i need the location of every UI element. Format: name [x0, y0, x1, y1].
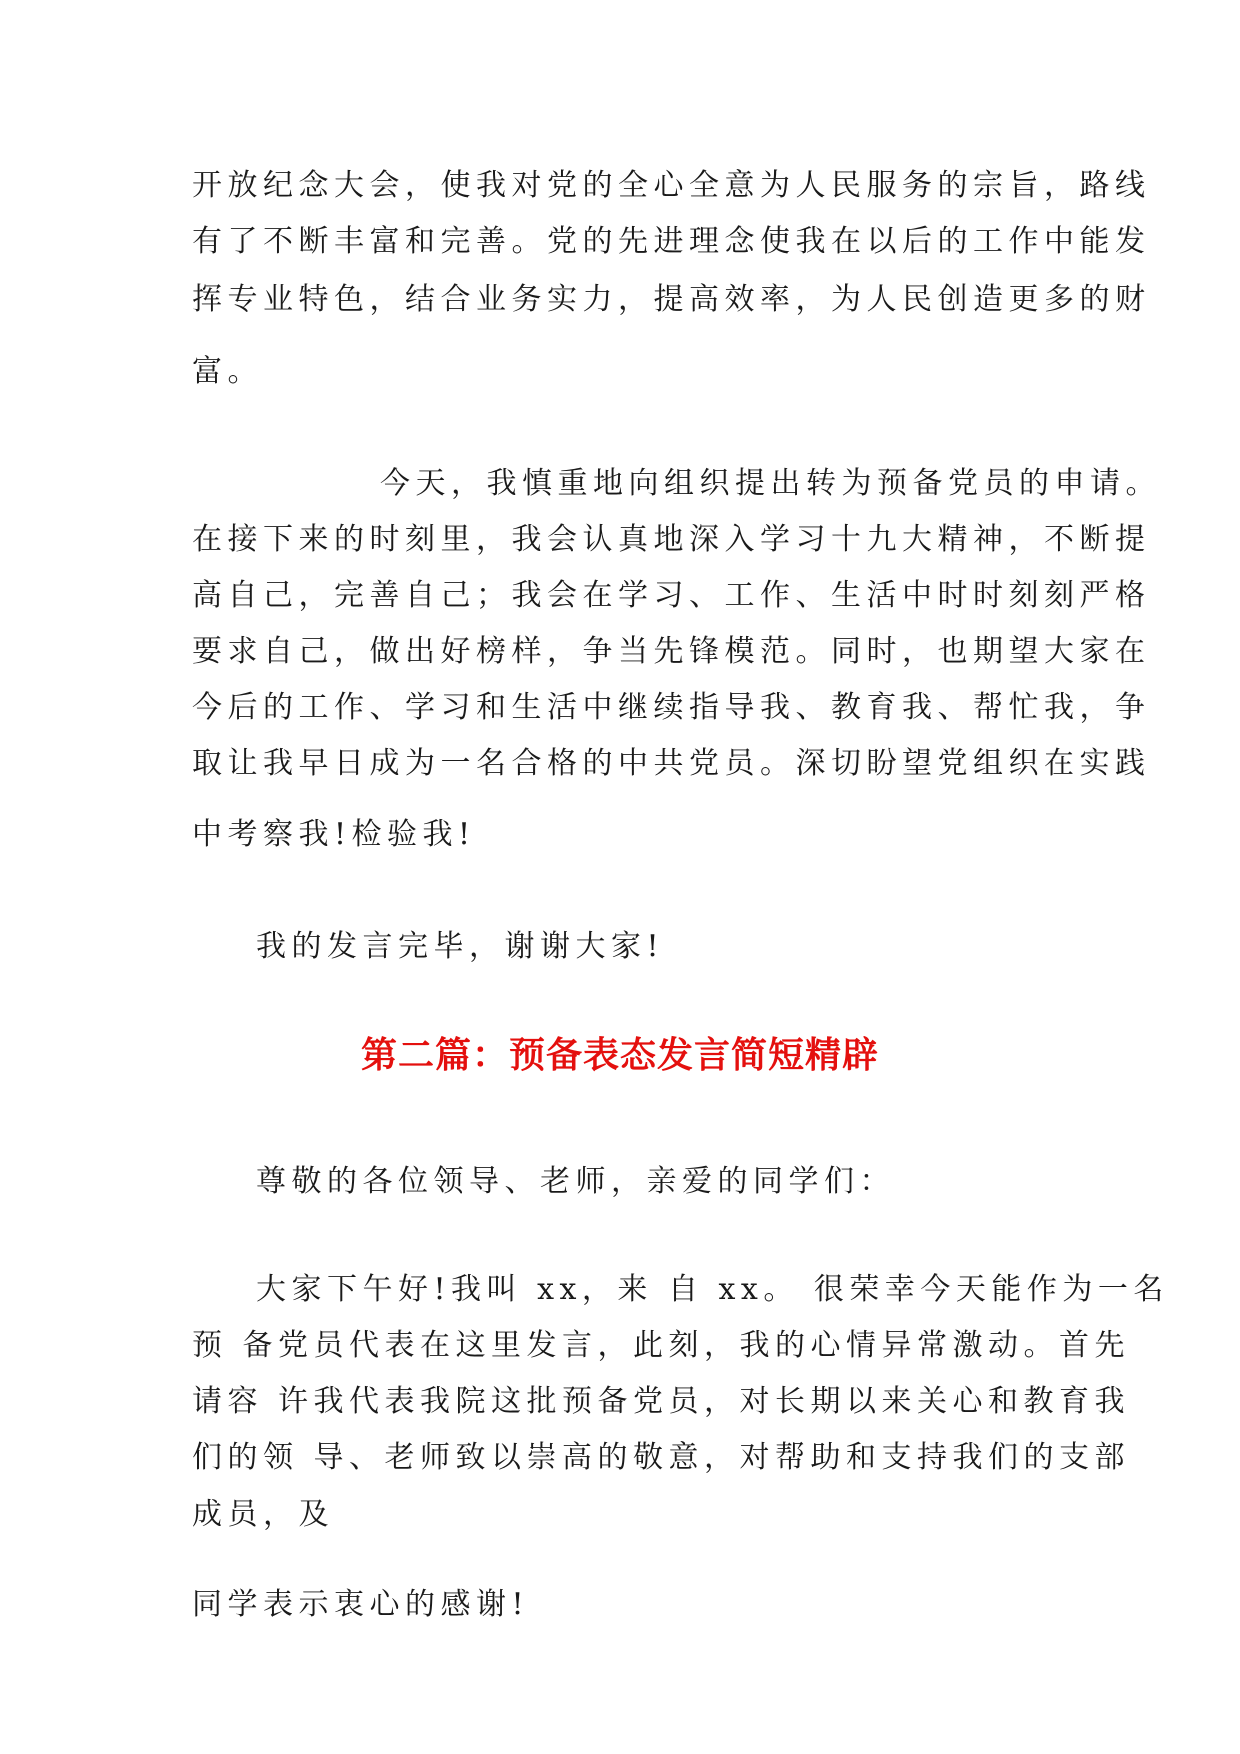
paragraph-2-line-3: 高自己，完善自己；我会在学习、工作、生活中时时刻刻严格: [192, 578, 1151, 613]
paragraph-3-line-4: 们的领 导、老师致以崇高的敬意，对帮助和支持我们的支部: [192, 1440, 1131, 1475]
paragraph-2-line-1: 今天，我慎重地向组织提出转为预备党员的申请。: [380, 466, 1161, 501]
paragraph-2-line-4: 要求自己，做出好榜样，争当先锋模范。同时，也期望大家在: [192, 634, 1151, 669]
salutation: 尊敬的各位领导、老师，亲爱的同学们：: [256, 1164, 895, 1199]
paragraph-1-line-1: 开放纪念大会，使我对党的全心全意为人民服务的宗旨，路线: [192, 168, 1151, 203]
paragraph-3-line-1: 大家下午好!我叫 xx，来 自 xx。 很荣幸今天能作为一名: [256, 1272, 1169, 1307]
paragraph-2-line-6: 取让我早日成为一名合格的中共党员。深切盼望党组织在实践: [192, 746, 1151, 781]
paragraph-2-line-7: 中考察我!检验我!: [192, 817, 476, 852]
paragraph-2-line-5: 今后的工作、学习和生活中继续指导我、教育我、帮忙我，争: [192, 690, 1151, 725]
paragraph-3-line-2: 预 备党员代表在这里发言，此刻，我的心情异常激动。首先: [192, 1328, 1131, 1363]
paragraph-3-line-6: 同学表示衷心的感谢!: [192, 1587, 530, 1622]
paragraph-2-line-2: 在接下来的时刻里，我会认真地深入学习十九大精神，不断提: [192, 522, 1151, 557]
paragraph-1-line-3: 挥专业特色，结合业务实力，提高效率，为人民创造更多的财: [192, 282, 1151, 317]
closing-line: 我的发言完毕，谢谢大家!: [256, 929, 665, 964]
paragraph-1-line-4: 富。: [192, 354, 263, 389]
paragraph-3-line-3: 请容 许我代表我院这批预备党员，对长期以来关心和教育我: [192, 1384, 1131, 1419]
section-title: 第二篇：预备表态发言简短精辟: [360, 1035, 879, 1076]
paragraph-1-line-2: 有了不断丰富和完善。党的先进理念使我在以后的工作中能发: [192, 224, 1151, 259]
paragraph-3-line-5: 成员，及: [192, 1497, 334, 1532]
